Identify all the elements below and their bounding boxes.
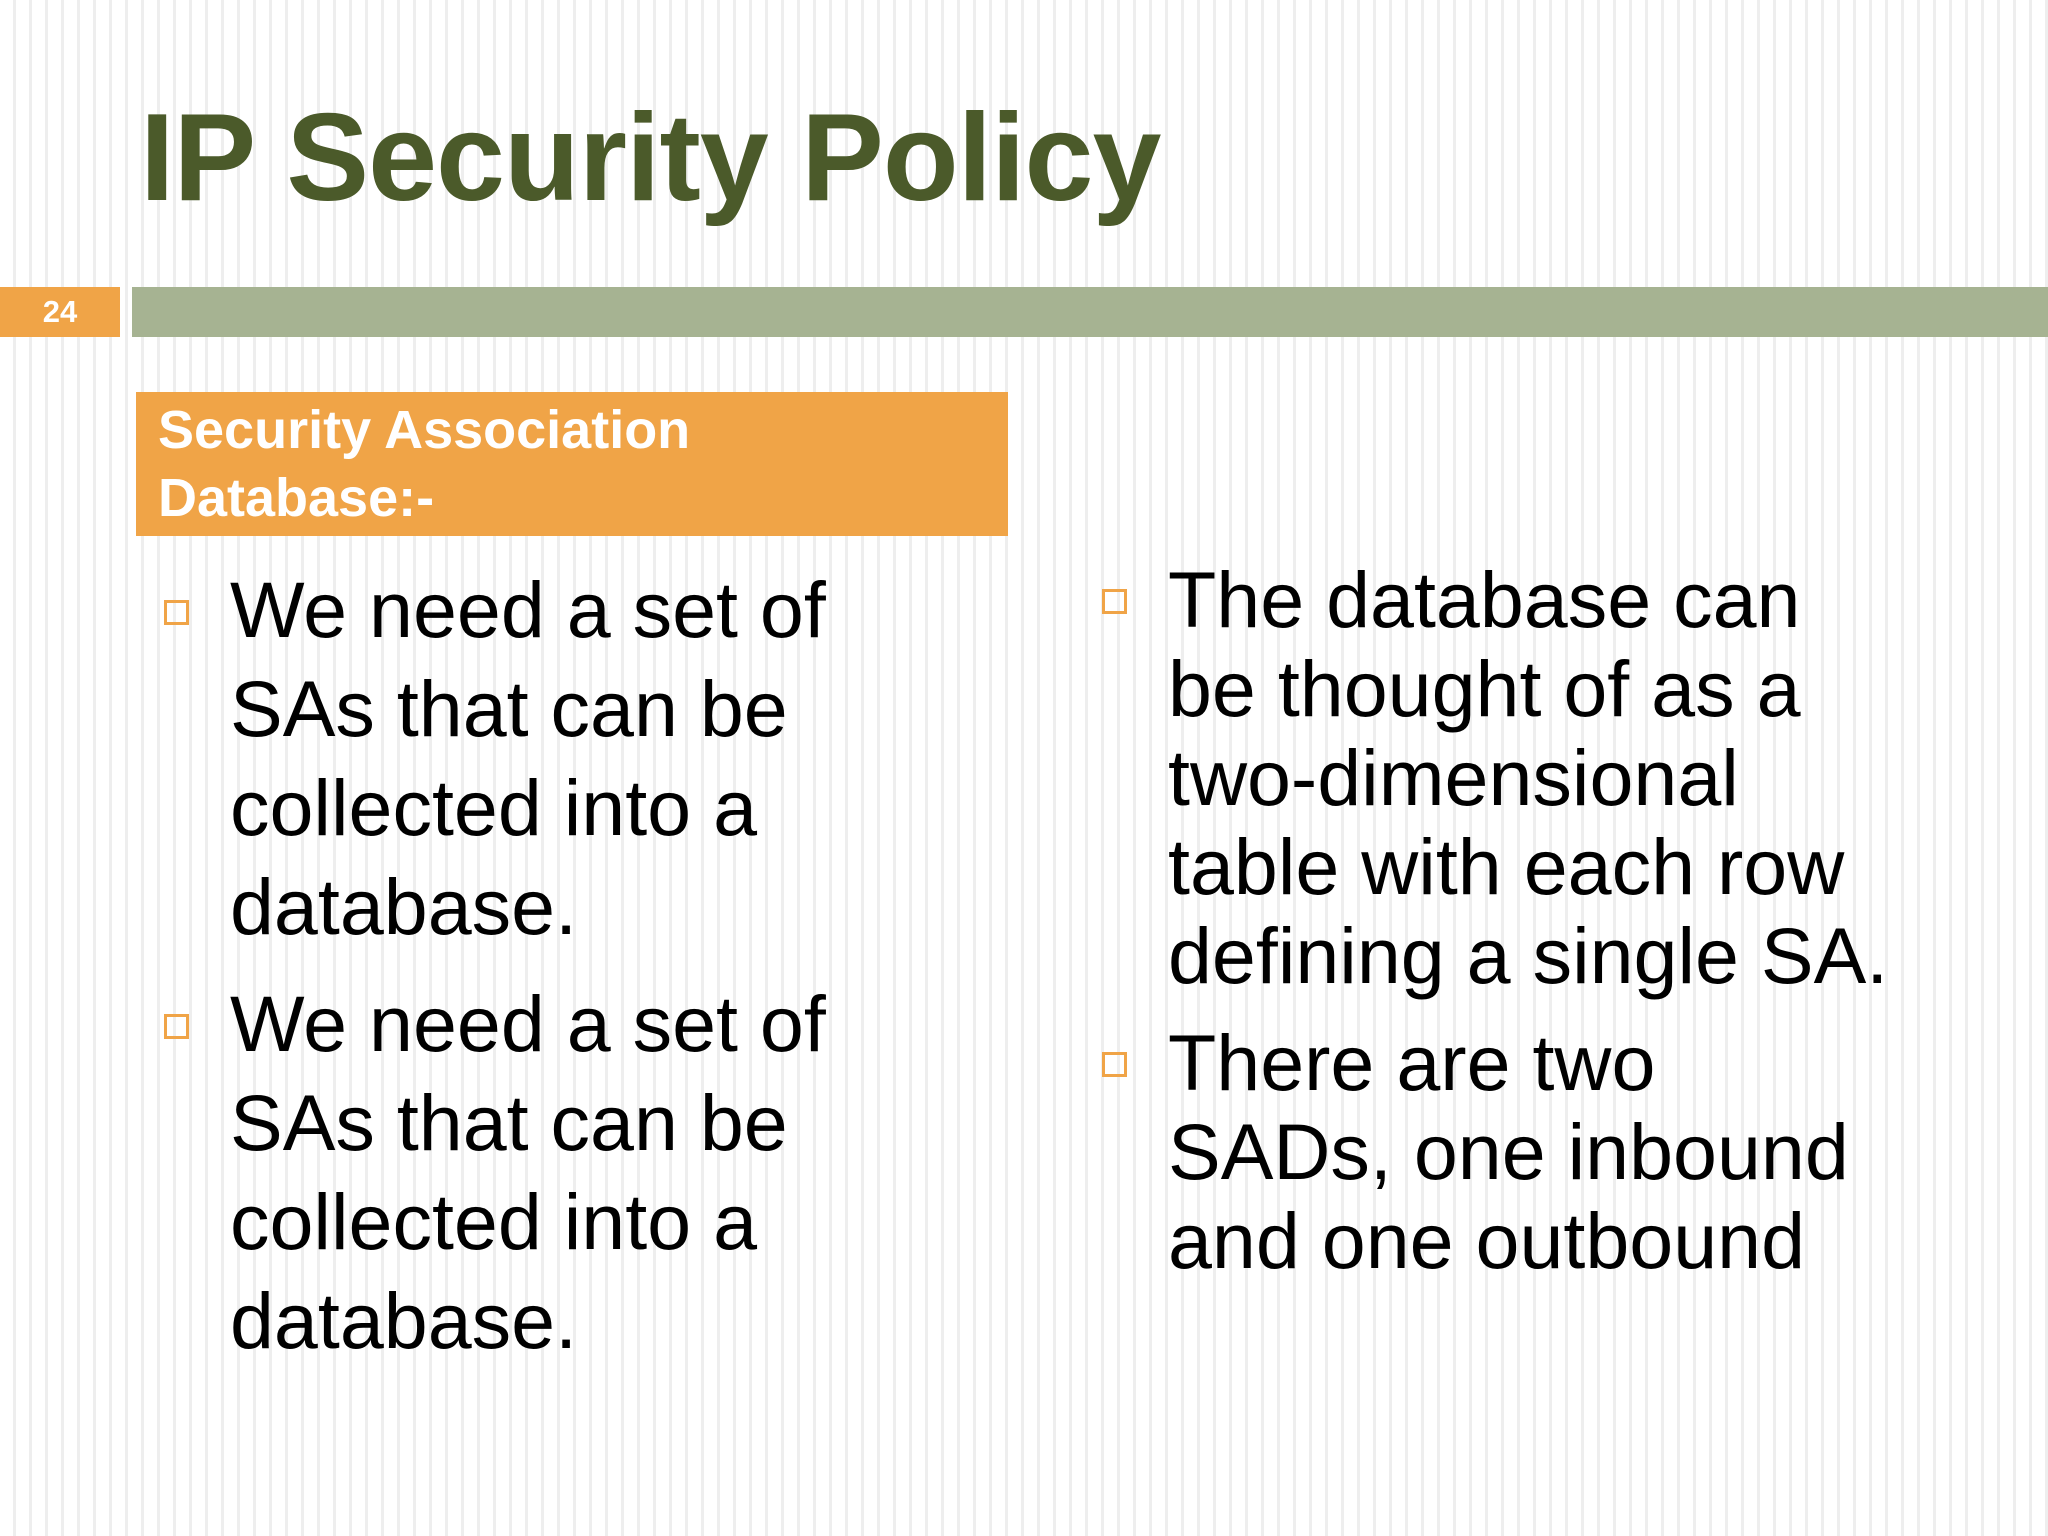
bullet-text-line: SAs that can be [230, 1078, 788, 1167]
bullet-text-line: There are two [1168, 1018, 1656, 1107]
bullet-item [160, 560, 920, 956]
title-divider-bar [132, 287, 2048, 337]
bullet-text-line: The database can [1168, 555, 1801, 644]
right-bullet-column [1098, 555, 2028, 1303]
bullet-text-line: database. [230, 862, 578, 951]
bullet-item [1098, 1018, 2028, 1285]
slide-title: IP Security Policy [140, 89, 1161, 227]
bullet-item [160, 974, 920, 1370]
square-bullet-icon [164, 600, 189, 625]
slide-number: 24 [0, 287, 120, 337]
bullet-text-line: defining a single SA. [1168, 911, 1889, 1000]
bullet-text-line: SADs, one inbound [1168, 1107, 1849, 1196]
square-bullet-icon [164, 1014, 189, 1039]
bullet-text-line: table with each row [1168, 822, 1845, 911]
square-bullet-icon [1102, 1052, 1127, 1077]
subheading-line: Security Association [158, 400, 691, 460]
left-bullet-column [160, 560, 920, 1388]
bullet-text-line: two-dimensional [1168, 733, 1739, 822]
bullet-text-line: We need a set of [230, 565, 826, 654]
bullet-item [1098, 555, 2028, 1000]
bullet-text-line: collected into a [230, 1177, 758, 1266]
bullet-text-line: collected into a [230, 763, 758, 852]
section-subheading [136, 392, 1008, 536]
bullet-text-line: be thought of as a [1168, 644, 1801, 733]
bullet-text-line: database. [230, 1276, 578, 1365]
bullet-text-line: and one outbound [1168, 1196, 1806, 1285]
subheading-line: Database:- [158, 468, 435, 528]
bullet-text-line: We need a set of [230, 979, 826, 1068]
bullet-text-line: SAs that can be [230, 664, 788, 753]
square-bullet-icon [1102, 589, 1127, 614]
